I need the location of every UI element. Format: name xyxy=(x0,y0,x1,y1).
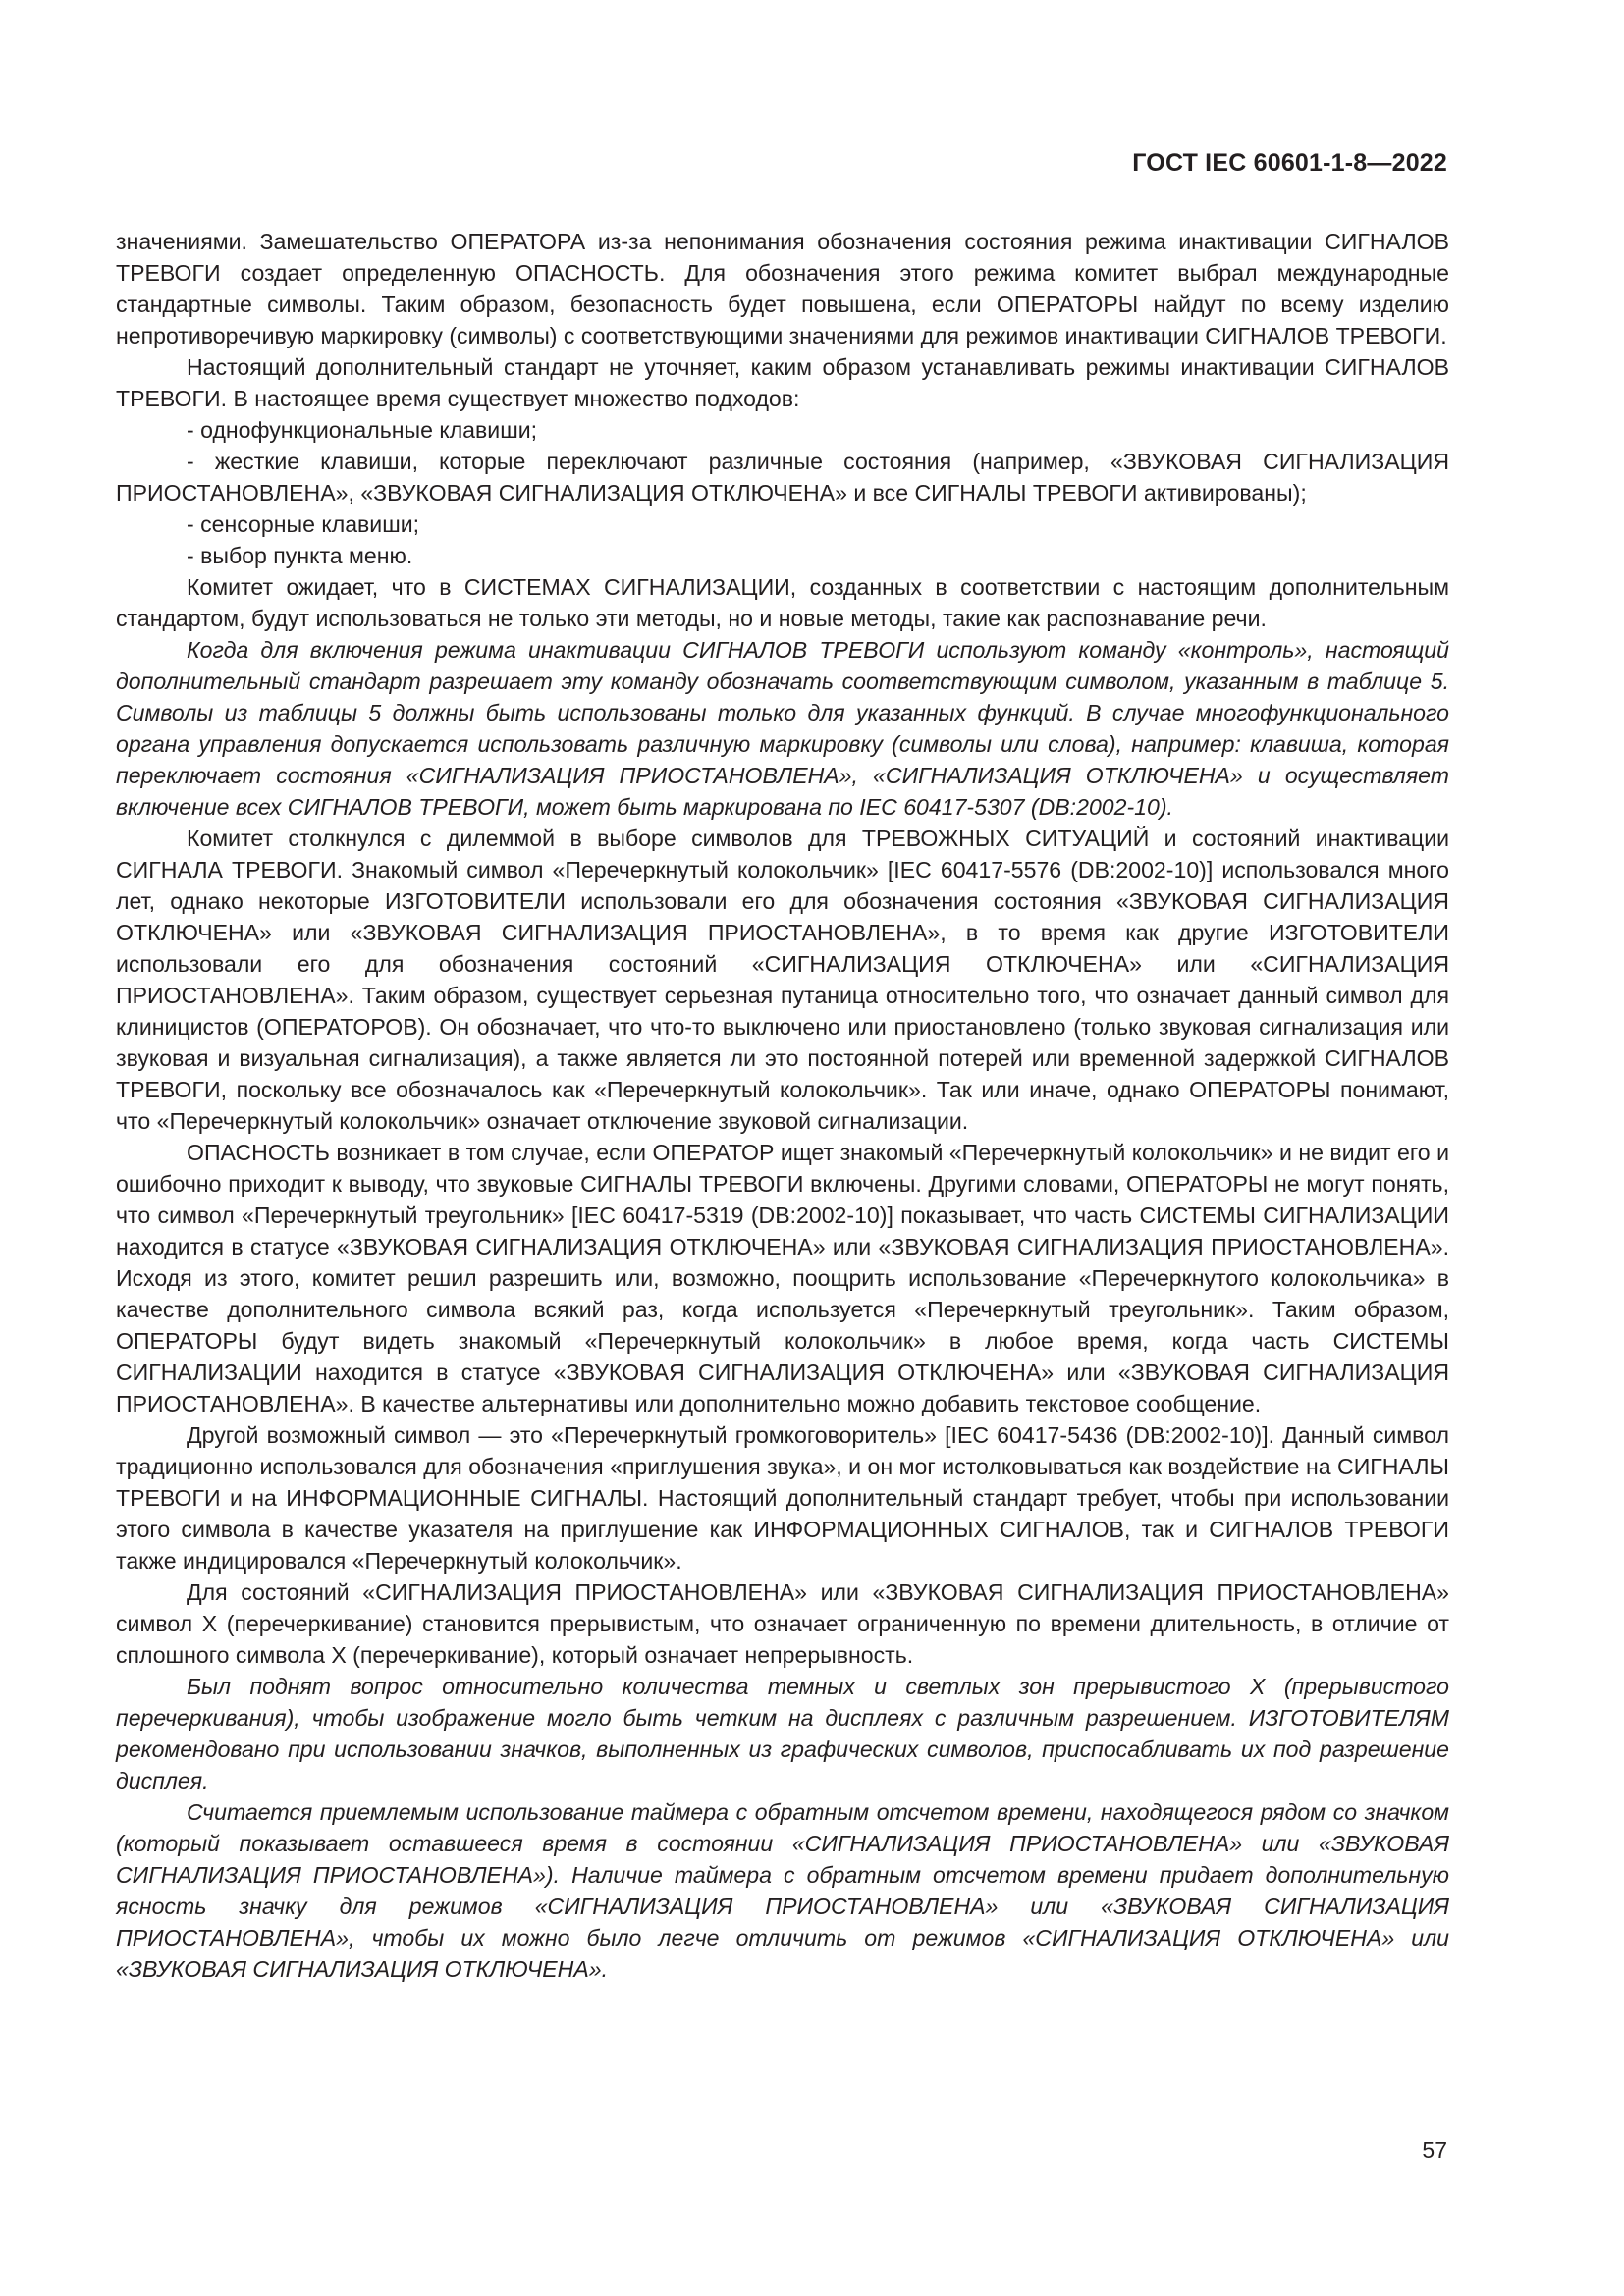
page-number: 57 xyxy=(1422,2137,1447,2163)
paragraph: Настоящий дополнительный стандарт не уточняет, каким образом устанавливать режимы инактивации СИГНАЛОВ ТРЕВОГИ. В настоящее время существует множество подходов: xyxy=(116,354,1449,411)
italic-paragraph: Считается приемлемым использование таймера с обратным отсчетом времени, находящегося рядом со значком (который показывает оставшееся время в состоянии «СИГНАЛИЗАЦИЯ ПРИОСТАНОВЛЕНА» или «ЗВУКОВАЯ СИГНАЛИЗАЦИЯ ПРИОСТАНОВЛЕНА»). Наличие таймера с обратным отсчетом времени придает дополнительную ясность значку для режимов «СИГНАЛИЗАЦИЯ ПРИОСТАНОВЛЕНА» или «ЗВУКОВАЯ СИГНАЛИЗАЦИЯ ПРИОСТАНОВЛЕНА», чтобы их можно было легче отличить от режимов «СИГНАЛИЗАЦИЯ ОТКЛЮЧЕНА» или «ЗВУКОВАЯ СИГНАЛИЗАЦИЯ ОТКЛЮЧЕНА». xyxy=(116,1799,1449,1982)
document-header: ГОСТ IEC 60601-1-8—2022 xyxy=(1132,149,1447,177)
paragraph: Другой возможный символ — это «Перечеркнутый громкоговоритель» [IEC 60417-5436 (DB:2002-10)]. Данный символ традиционно использовался для обозначения «приглушения звука», и он мог истолковываться как воздействие на СИГНАЛЫ ТРЕВОГИ и на ИНФОРМАЦИОННЫЕ СИГНАЛЫ. Настоящий дополнительный стандарт требует, чтобы при использовании этого символа в качестве указателя на приглушение как ИНФОРМАЦИОННЫХ СИГНАЛОВ, так и СИГНАЛОВ ТРЕВОГИ также индицировался «Перечеркнутый колокольчик». xyxy=(116,1422,1449,1574)
italic-paragraph: Был поднят вопрос относительно количества темных и светлых зон прерывистого X (прерывистого перечеркивания), чтобы изображение могло быть четким на дисплеях с различным разрешением. ИЗГОТОВИТЕЛЯМ рекомендовано при использовании значков, выполненных из графических символов, приспосабливать их под разрешение дисплея. xyxy=(116,1674,1449,1793)
list-item: - выбор пункта меню. xyxy=(187,543,413,568)
paragraph: Комитет столкнулся с дилеммой в выборе символов для ТРЕВОЖНЫХ СИТУАЦИЙ и состояний инактивации СИГНАЛА ТРЕВОГИ. Знакомый символ «Перечеркнутый колокольчик» [IEC 60417-5576 (DB:2002-10)] использовался много лет, однако некоторые ИЗГОТОВИТЕЛИ использовали его для обозначения состояния «ЗВУКОВАЯ СИГНАЛИЗАЦИЯ ОТКЛЮЧЕНА» или «ЗВУКОВАЯ СИГНАЛИЗАЦИЯ ПРИОСТАНОВЛЕНА», в то время как другие ИЗГОТОВИТЕЛИ использовали его для обозначения состояний «СИГНАЛИЗАЦИЯ ОТКЛЮЧЕНА» или «СИГНАЛИЗАЦИЯ ПРИОСТАНОВЛЕНА». Таким образом, существует серьезная путаница относительно того, что означает данный символ для клиницистов (ОПЕРАТОРОВ). Он обозначает, что что-то выключено или приостановлено (только звуковая сигнализация или звуковая и визуальная сигнализация), а также является ли это постоянной потерей или временной задержкой СИГНАЛОВ ТРЕВОГИ, поскольку все обозначалось как «Перечеркнутый колокольчик». Так или иначе, однако ОПЕРАТОРЫ понимают, что «Перечеркнутый колокольчик» означает отключение звуковой сигнализации. xyxy=(116,826,1449,1134)
italic-paragraph: Когда для включения режима инактивации СИГНАЛОВ ТРЕВОГИ используют команду «контроль», настоящий дополнительный стандарт разрешает эту команду обозначать соответствующим символом, указанным в таблице 5. Символы из таблицы 5 должны быть использованы только для указанных функций. В случае многофункционального органа управления допускается использовать различную маркировку (символы или слова), например: клавиша, которая переключает состояния «СИГНАЛИЗАЦИЯ ПРИОСТАНОВЛЕНА», «СИГНАЛИЗАЦИЯ ОТКЛЮЧЕНА» и осуществляет включение всех СИГНАЛОВ ТРЕВОГИ, может быть маркирована по IEC 60417-5307 (DB:2002-10). xyxy=(116,637,1449,820)
paragraph: Для состояний «СИГНАЛИЗАЦИЯ ПРИОСТАНОВЛЕНА» или «ЗВУКОВАЯ СИГНАЛИЗАЦИЯ ПРИОСТАНОВЛЕНА» символ X (перечеркивание) становится прерывистым, что означает ограниченную по времени длительность, в отличие от сплошного символа X (перечеркивание), который означает непрерывность. xyxy=(116,1579,1449,1668)
document-body xyxy=(116,226,1449,1985)
list-item: - однофункциональные клавиши; xyxy=(187,417,538,443)
paragraph: значениями. Замешательство ОПЕРАТОРА из-за непонимания обозначения состояния режима инактивации СИГНАЛОВ ТРЕВОГИ создает определенную ОПАСНОСТЬ. Для обозначения этого режима комитет выбрал международные стандартные символы. Таким образом, безопасность будет повышена, если ОПЕРАТОРЫ найдут по всему изделию непротиворечивую маркировку (символы) с соответствующими значениями для режимов инактивации СИГНАЛОВ ТРЕВОГИ. xyxy=(116,229,1449,348)
paragraph: ОПАСНОСТЬ возникает в том случае, если ОПЕРАТОР ищет знакомый «Перечеркнутый колокольчик» и не видит его и ошибочно приходит к выводу, что звуковые СИГНАЛЫ ТРЕВОГИ включены. Другими словами, ОПЕРАТОРЫ не могут понять, что символ «Перечеркнутый треугольник» [IEC 60417-5319 (DB:2002-10)] показывает, что часть СИСТЕМЫ СИГНАЛИЗАЦИИ находится в статусе «ЗВУКОВАЯ СИГНАЛИЗАЦИЯ ОТКЛЮЧЕНА» или «ЗВУКОВАЯ СИГНАЛИЗАЦИЯ ПРИОСТАНОВЛЕНА». Исходя из этого, комитет решил разрешить или, возможно, поощрить использование «Перечеркнутого колокольчика» в качестве дополнительного символа всякий раз, когда используется «Перечеркнутый треугольник». Таким образом, ОПЕРАТОРЫ будут видеть знакомый «Перечеркнутый колокольчик» в любое время, когда часть СИСТЕМЫ СИГНАЛИЗАЦИИ находится в статусе «ЗВУКОВАЯ СИГНАЛИЗАЦИЯ ОТКЛЮЧЕНА» или «ЗВУКОВАЯ СИГНАЛИЗАЦИЯ ПРИОСТАНОВЛЕНА». В качестве альтернативы или дополнительно можно добавить текстовое сообщение. xyxy=(116,1140,1449,1416)
list-item: - сенсорные клавиши; xyxy=(187,511,420,537)
list-item: - жесткие клавиши, которые переключают различные состояния (например, «ЗВУКОВАЯ СИГНАЛИЗАЦИЯ ПРИОСТАНОВЛЕНА», «ЗВУКОВАЯ СИГНАЛИЗАЦИЯ ОТКЛЮЧЕНА» и все СИГНАЛЫ ТРЕВОГИ активированы); xyxy=(116,449,1449,506)
paragraph: Комитет ожидает, что в СИСТЕМАХ СИГНАЛИЗАЦИИ, созданных в соответствии с настоящим дополнительным стандартом, будут использоваться не только эти методы, но и новые методы, такие как распознавание речи. xyxy=(116,574,1449,631)
